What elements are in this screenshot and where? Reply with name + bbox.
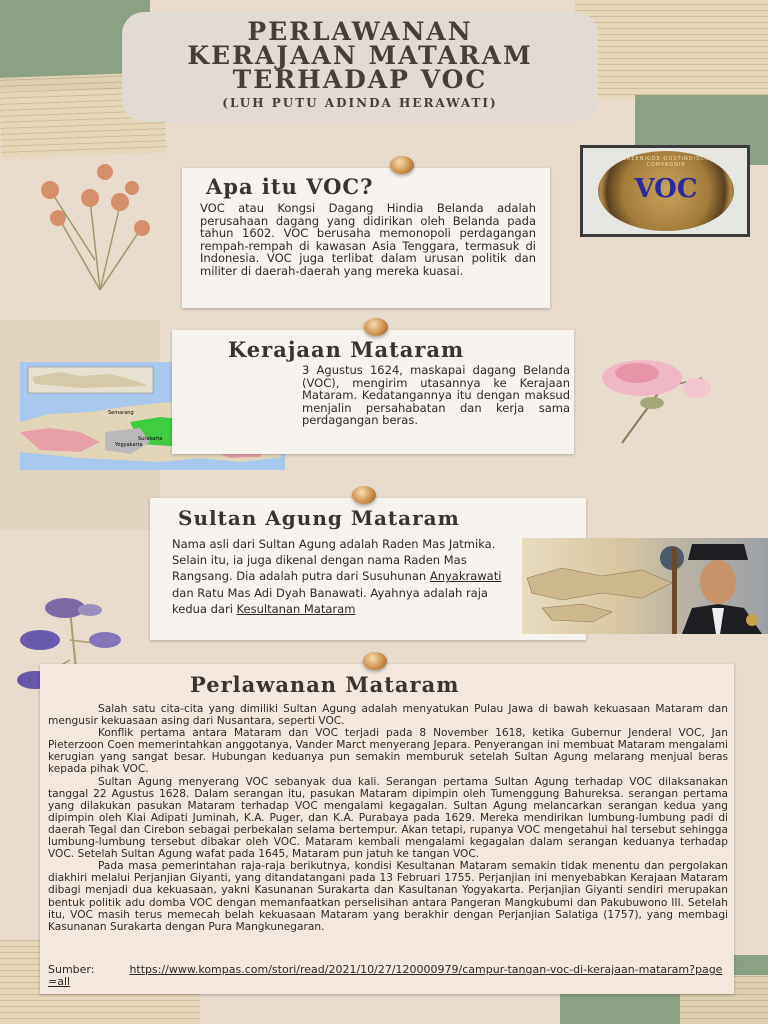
voc-text: VOC atau Kongsi Dagang Hindia Belanda adalah perusahaan dagang yang didirikan oleh Belanda pada tahun 1602. VOC berusaha memonopoli perdagangan rempah-rempah di kawasan Asia Tenggara, termasuk di Indonesia. VOC juga terlibat dalam urusan politik dan militer di daerah-daerah yang mereka kuasai. [200, 201, 536, 278]
flower-illustration [20, 160, 180, 295]
perlawanan-heading: Perlawanan Mataram [190, 672, 460, 697]
voc-coin-text: VEREENIGDE OOSTINDISCHE COMPAGNIE [618, 156, 714, 168]
link-kesultanan-mataram[interactable]: Kesultanan Mataram [236, 601, 356, 616]
mataram-heading: Kerajaan Mataram [228, 337, 465, 362]
page-title [122, 17, 598, 94]
voc-heading: Apa itu VOC? [206, 174, 374, 199]
pushpin-icon [364, 318, 388, 336]
voc-monogram: VOC [634, 174, 698, 204]
sultan-text-part2: dan Ratu Mas Adi Dyah Banawati. Ayahnya adalah raja kedua dari [172, 585, 488, 616]
perlawanan-text [48, 703, 728, 933]
perlawanan-para-1: Salah satu cita-cita yang dimiliki Sultan Agung adalah menyatukan Pulau Jawa di bawah kekuasaan Mataram dan mengusir kekuasaan asing dari Nusantara, seperti VOC. [48, 703, 728, 728]
source-line [48, 964, 728, 988]
perlawanan-para-3: Sultan Agung menyerang VOC sebanyak dua kali. Serangan pertama Sultan Agung terhadap VOC dilaksanakan tanggal 22 Agustus 1628. Dalam serangan itu, pasukan Mataram dipimpin oleh Tumenggung Bahureksa. serangan pertama yang dilakukan pasukan Mataram terhadap VOC mengalami kegagalan. Sultan Agung melancarkan serangan kedua yang dipimpin oleh Kiai Adipati Juminah, K.A. Puger, dan K.A. Purabaya pada 1629. Mereka mendirikan lumbung-lumbung padi di daerah Tegal dan Cirebon sebagai perbekalan selama bertempur. Akan tetapi, rupanya VOC mengetahui hal tersebut sehingga lumbung-lumbung tersebut dibakar oleh VOC. Mataram kembali mengalami kegagalan dalam serangan keduanya terhadap VOC. Setelah Sultan Agung wafat pada 1645, Mataram pun jatuh ke tangan VOC. [48, 775, 728, 861]
portrait-image [522, 538, 768, 634]
title-line-2: KERAJAAN MATARAM [187, 41, 533, 70]
pushpin-icon [390, 156, 414, 174]
map-label-semarang: Semarang [108, 410, 134, 416]
voc-coin-image [580, 145, 750, 237]
old-map-drawing [522, 538, 768, 634]
bg-news-paper-topright [575, 0, 768, 100]
source-link[interactable]: https://www.kompas.com/stori/read/2021/10/27/120000979/campur-tangan-voc-di-kerajaan-mataram?page=all [48, 963, 723, 988]
sultan-text-part1: Nama asli dari Sultan Agung adalah Raden Mas Jatmika. Selain itu, ia juga dikenal dengan nama Raden Mas Rangsang. Dia adalah putra dari Susuhunan [172, 537, 496, 584]
title-line-1: PERLAWANAN [247, 17, 473, 46]
sultan-heading: Sultan Agung Mataram [178, 506, 460, 530]
mataram-text: 3 Agustus 1624, maskapai dagang Belanda (VOC), mengirim utasannya ke Kerajaan Mataram. Kedatangannya itu dengan maksud menjalin persahabatan dan kerja sama perdagangan beras. [302, 363, 570, 428]
rose-illustration [582, 348, 732, 448]
perlawanan-para-2: Konflik pertama antara Mataram dan VOC terjadi pada 8 November 1618, ketika Gubernur Jenderal VOC, Jan Pieterzoon Coen memerintahkan anggotanya, Vander Marct menyerang Jepara. Penyerangan ini membuat Mataram mengalami kerugian yang sangat besar. Hubungan keduanya pun semakin memburuk setelah Sultan Agung melarang menjual beras kepada pihak VOC. [48, 727, 728, 776]
title-line-3: TERHADAP VOC [232, 65, 488, 94]
pushpin-icon [352, 486, 376, 504]
perlawanan-para-4: Pada masa pemerintahan raja-raja berikutnya, kondisi Kesultanan Mataram semakin tidak menentu dan pergolakan diakhiri melalui Perjanjian Giyanti, yang ditandatangani pada 13 Februari 1755. Perjanjian ini menyebabkan Kerajaan Mataram dibagi menjadi dua kekuasaan, yakni Kasunanan Surakarta dan Kasultanan Yogyakarta. Perjanjian Giyanti sendiri merupakan bentuk politik adu domba VOC dengan memanfaatkan perselisihan antara Pangeran Mangkubumi dan Pakubuwono III. Setelah itu, VOC masih terus memecah belah kekuasaan Mataram yang berakhir dengan Perjanjian Salatiga (1757), yang membagi Kasunanan Surakarta dengan Pura Mangkunegaran. [48, 860, 728, 933]
author-line: (LUH PUTU ADINDA HERAWATI) [222, 96, 498, 110]
pushpin-icon [363, 652, 387, 670]
map-label-yogyakarta: Yogyakarta [115, 442, 143, 448]
map-label-surakarta: Surakarta [138, 436, 163, 442]
source-label: Sumber: [48, 963, 95, 976]
sultan-text [172, 536, 517, 617]
link-anyakrawati[interactable]: Anyakrawati [429, 569, 502, 584]
